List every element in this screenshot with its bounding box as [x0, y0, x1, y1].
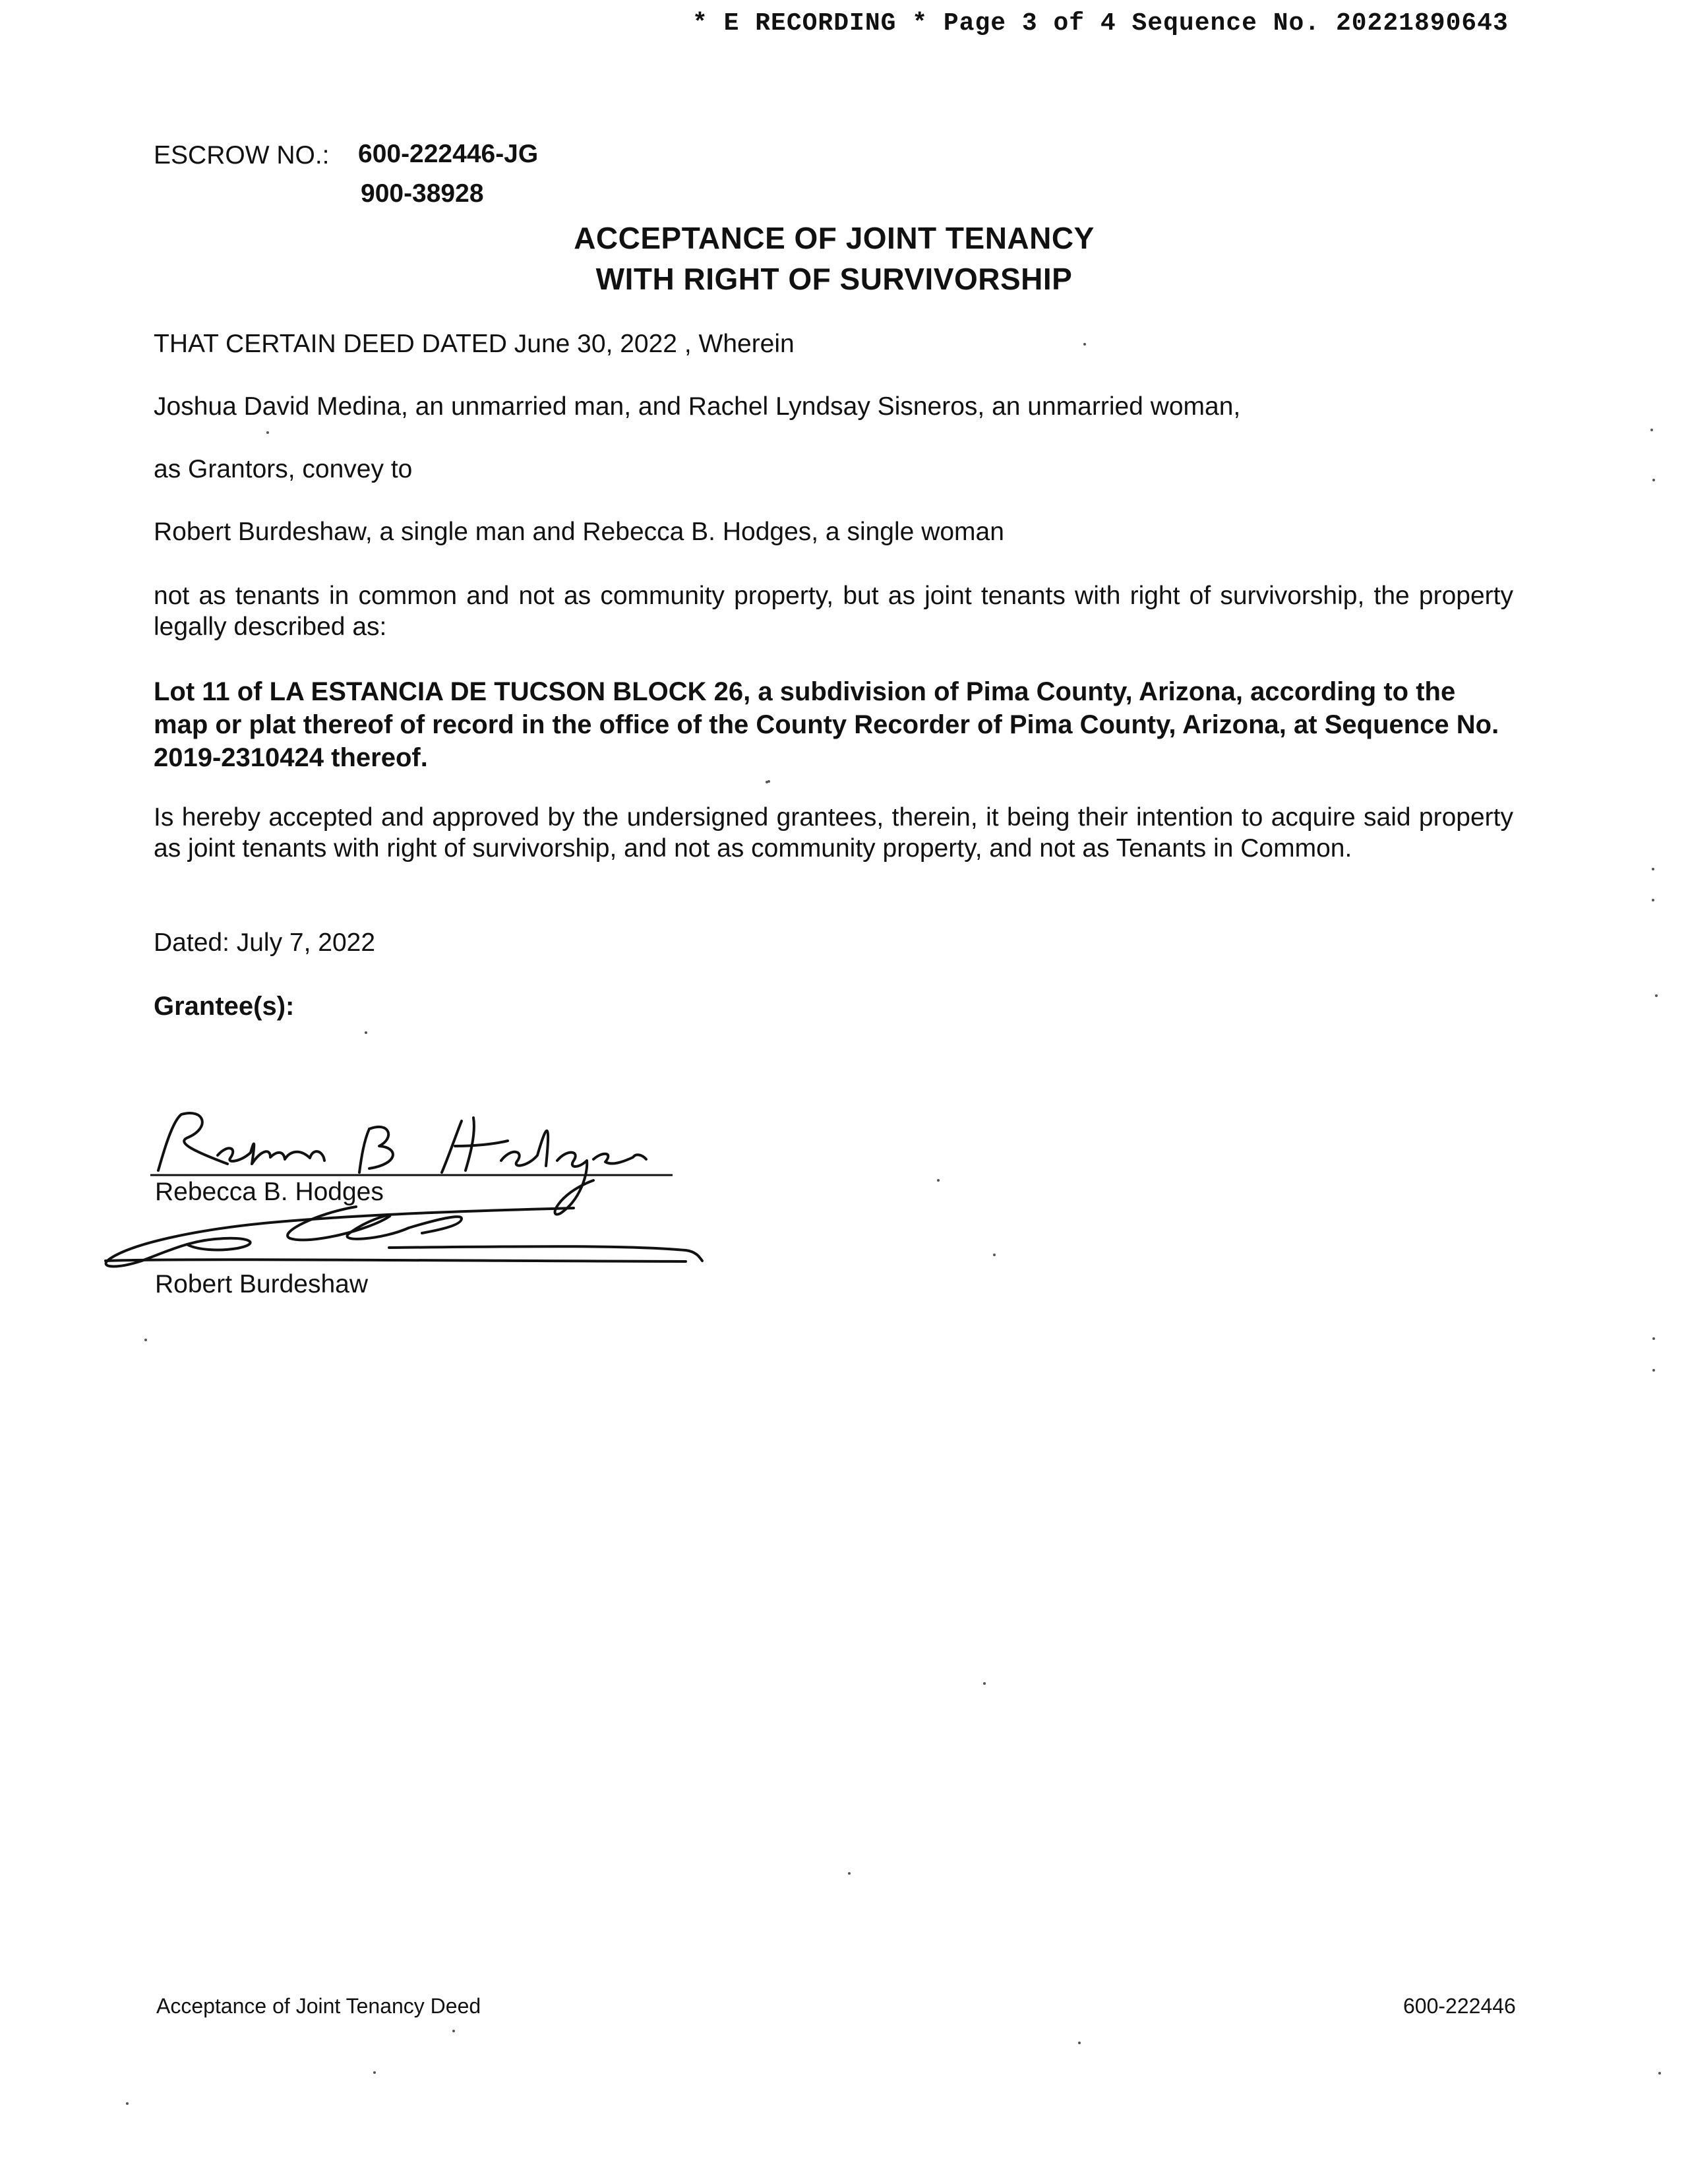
escrow-label: ESCROW NO.:: [154, 141, 330, 169]
signer-name-robert: Robert Burdeshaw: [155, 1270, 369, 1298]
footer-document-name: Acceptance of Joint Tenancy Deed: [156, 1994, 481, 2018]
document-title-line-2: WITH RIGHT OF SURVIVORSHIP: [595, 262, 1073, 296]
recording-stamp: * E RECORDING * Page 3 of 4 Sequence No. 20221890643: [692, 9, 1509, 38]
escrow-secondary-number: 900-38928: [361, 179, 484, 208]
grantees-label: Grantee(s):: [154, 992, 295, 1021]
document-title-line-1: ACCEPTANCE OF JOINT TENANCY: [574, 221, 1095, 255]
tenancy-clause: not as tenants in common and not as community property, but as joint tenants with right of survivorship, the property legally described as:: [154, 582, 1513, 641]
grantors-names: Joshua David Medina, an unmarried man, and Rachel Lyndsay Sisneros, an unmarried woman,: [154, 392, 1241, 421]
signer-name-rebecca: Rebecca B. Hodges: [155, 1178, 384, 1206]
signature-robert-burdeshaw: [106, 1207, 702, 1266]
grantees-names: Robert Burdeshaw, a single man and Rebecca B. Hodges, a single woman: [154, 518, 1004, 546]
legal-description: Lot 11 of LA ESTANCIA DE TUCSON BLOCK 26, a subdivision of Pima County, Arizona, according to the map or plat thereof of record in the office of the County Recorder of Pima County, Arizona, at Sequence No. 2019-2310424 thereof.: [154, 677, 1499, 772]
grantors-convey-line: as Grantors, convey to: [154, 455, 413, 483]
dated-line: Dated: July 7, 2022: [154, 928, 376, 957]
footer-escrow-number: 600-222446: [1403, 1994, 1516, 2018]
deed-date-line: THAT CERTAIN DEED DATED June 30, 2022 , Wherein: [154, 330, 795, 358]
acceptance-clause: Is hereby accepted and approved by the undersigned grantees, therein, it being their intention to acquire said property as joint tenants with right of survivorship, and not as community property, and not as Tenants in Common.: [154, 803, 1513, 863]
escrow-number: 600-222446-JG: [358, 140, 539, 168]
